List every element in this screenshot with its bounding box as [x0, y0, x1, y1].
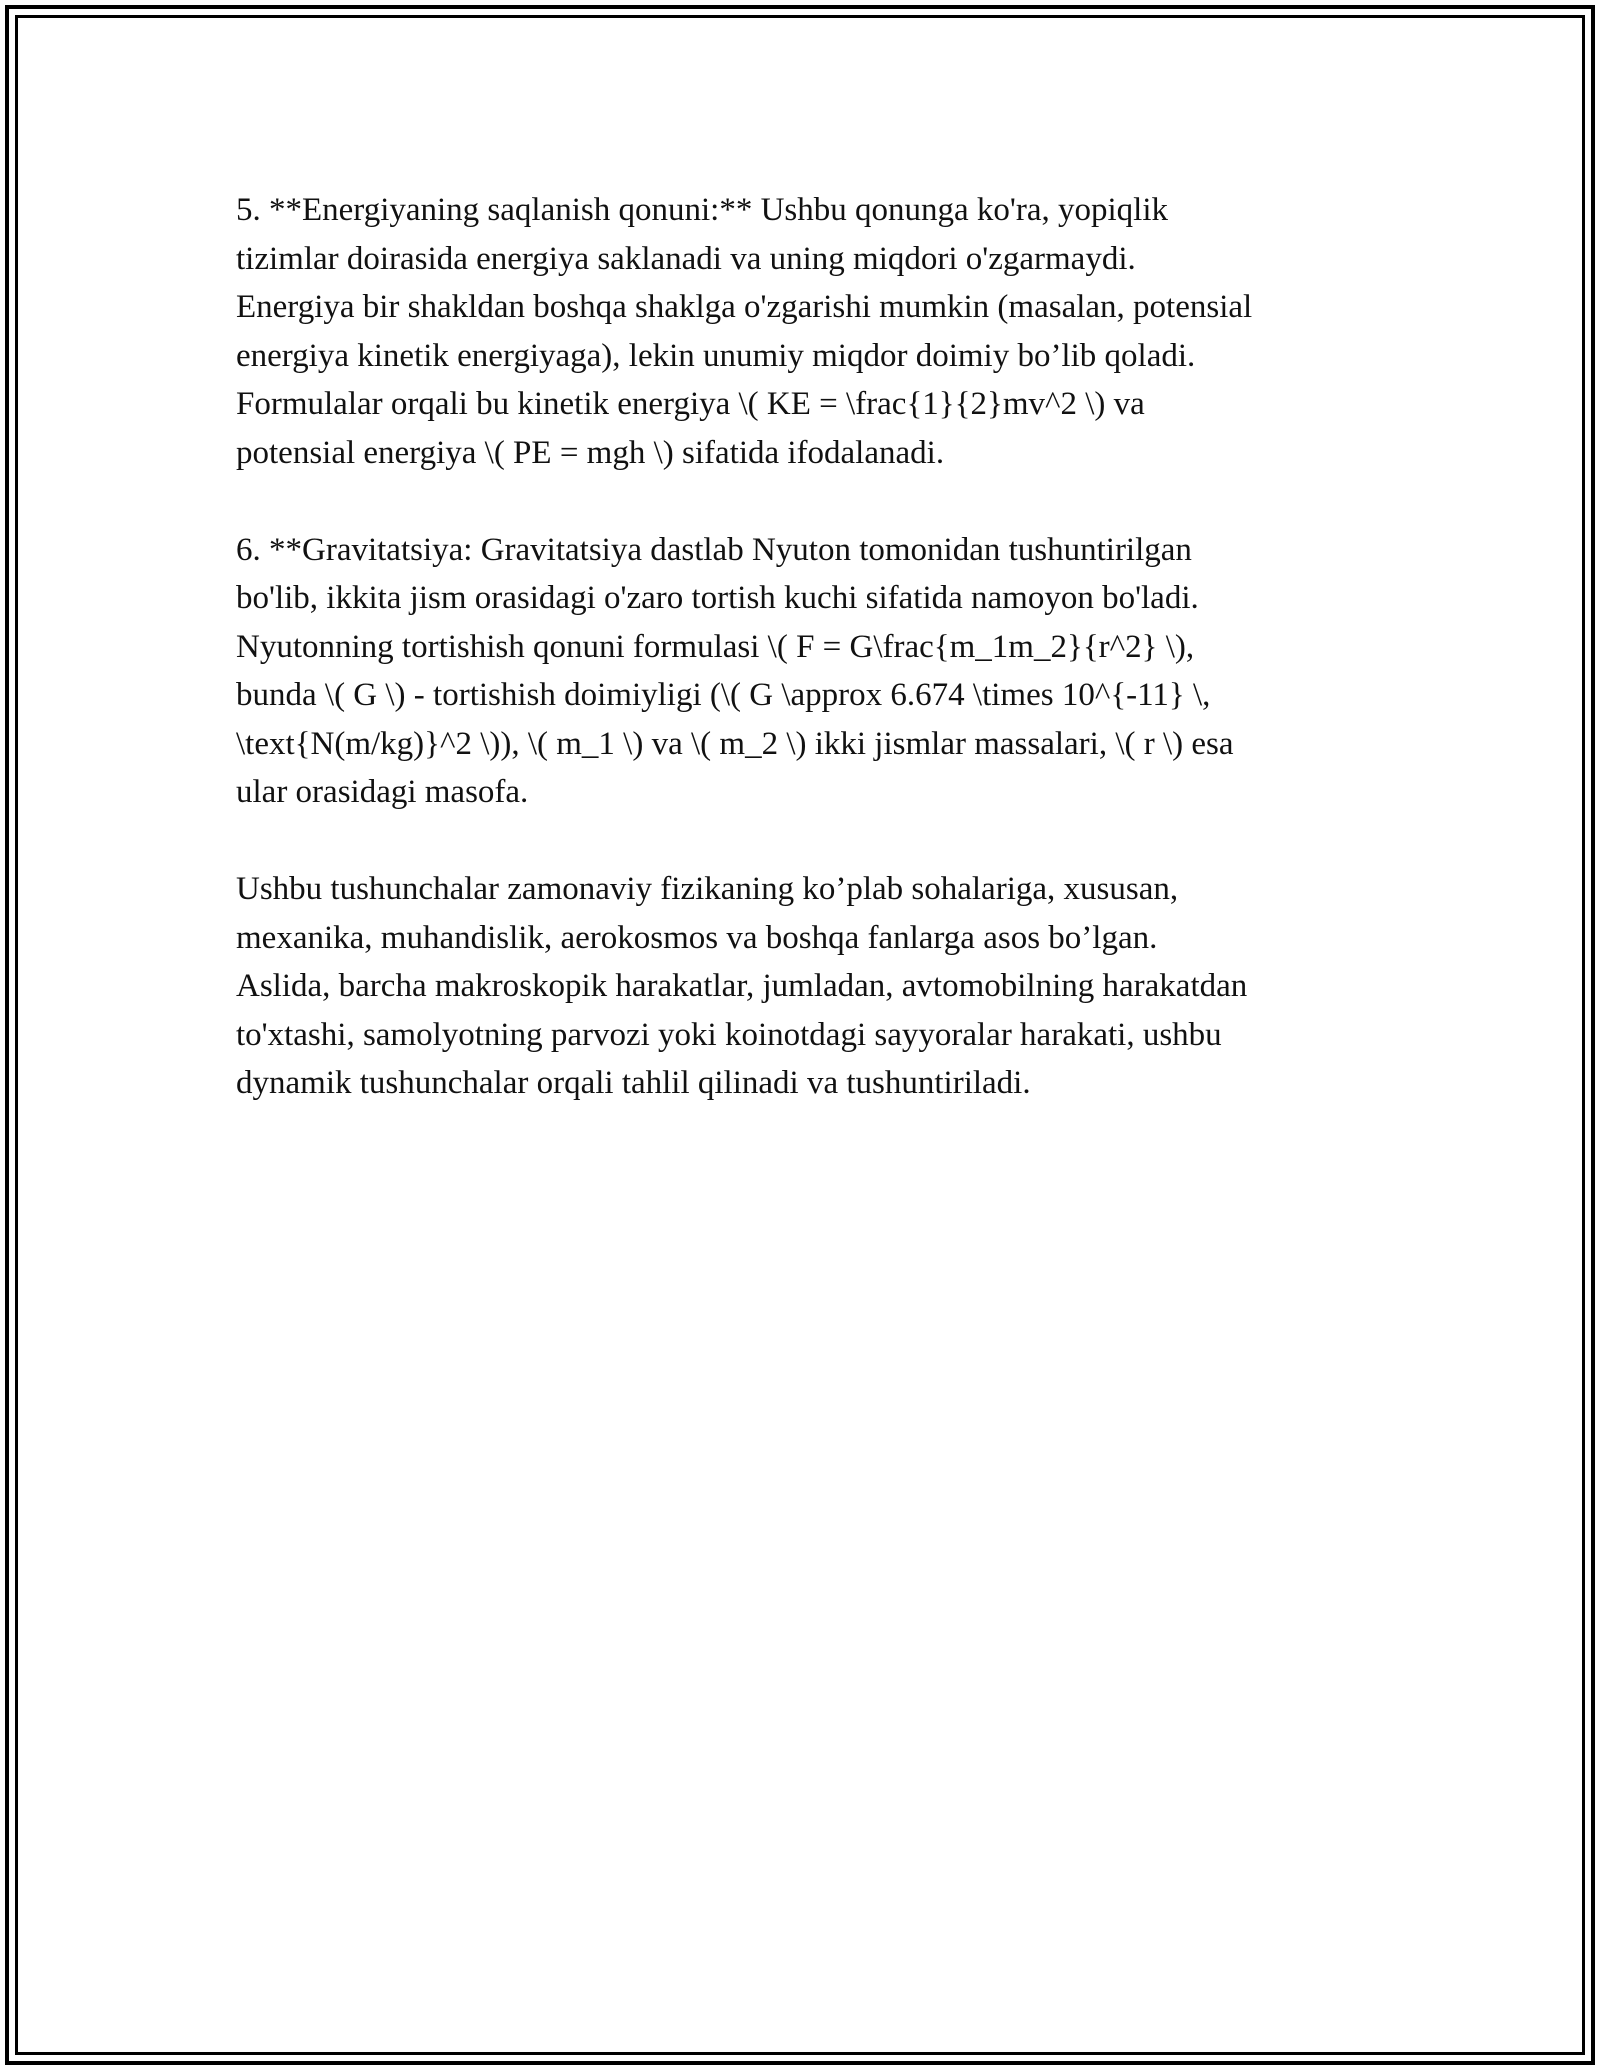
paragraph-gravitation	[236, 526, 1386, 817]
text-line: 5. **Energiyaning saqlanish qonuni:** Ushbu qonunga ko'ra, yopiqlik	[236, 192, 1168, 228]
text-line: Ushbu tushunchalar zamonaviy fizikaning ko’plab sohalariga, xususan,	[236, 871, 1179, 907]
text-line: ular orasidagi masofa.	[236, 774, 529, 810]
text-line: bunda \( G \) - tortishish doimiyligi (\( G \approx 6.674 \times 10^{-11} \,	[236, 677, 1211, 713]
text-line: 6. **Gravitatsiya: Gravitatsiya dastlab Nyuton tomonidan tushuntirilgan	[236, 531, 1192, 568]
text-line: Formulalar orqali bu kinetik energiya \( KE = \frac{1}{2}mv^2 \) va	[236, 386, 1145, 422]
text-line: mexanika, muhandislik, aerokosmos va boshqa fanlarga asos bo’lgan.	[236, 919, 1158, 956]
text-line: Energiya bir shakldan boshqa shaklga o'zgarishi mumkin (masalan, potensial	[236, 289, 1253, 325]
text-line: potensial energiya \( PE = mgh \) sifatida ifodalanadi.	[236, 434, 945, 471]
text-line: Nyutonning tortishish qonuni formulasi \( F = G\frac{m_1m_2}{r^2} \),	[236, 628, 1195, 665]
text-line: bo'lib, ikkita jism orasidagi o'zaro tortish kuchi sifatida namoyon bo'ladi.	[236, 580, 1199, 616]
text-line: tizimlar doirasida energiya saklanadi va uning miqdori o'zgarmaydi.	[236, 240, 1136, 277]
paragraph-conclusion	[236, 865, 1386, 1108]
text-line: to'xtashi, samolyotning parvozi yoki koinotdagi sayyoralar harakati, ushbu	[236, 1016, 1222, 1053]
paragraph-energy-conservation	[236, 186, 1386, 477]
text-line: energiya kinetik energiyaga), lekin unumiy miqdor doimiy bo’lib qoladi.	[236, 337, 1196, 374]
text-line: Aslida, barcha makroskopik harakatlar, jumladan, avtomobilning harakatdan	[236, 968, 1248, 1004]
document-body	[236, 186, 1386, 1156]
text-line: dynamik tushunchalar orqali tahlil qilinadi va tushuntiriladi.	[236, 1065, 1031, 1101]
text-line: \text{N(m/kg)}^2 \)), \( m_1 \) va \( m_2 \) ikki jismlar massalari, \( r \) esa	[236, 725, 1234, 762]
